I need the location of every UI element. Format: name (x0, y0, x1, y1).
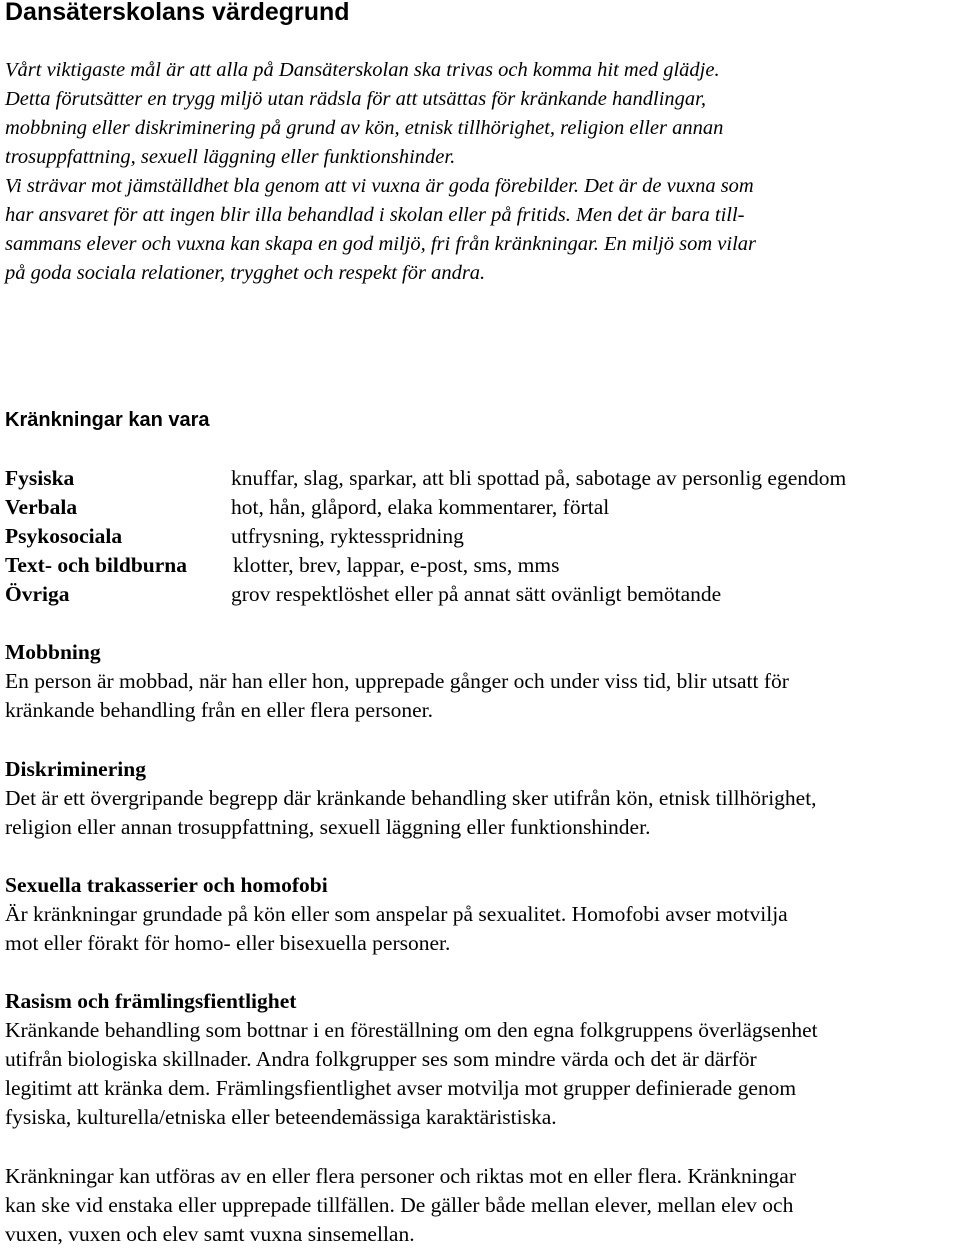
section-heading: Sexuella trakasserier och homofobi (5, 873, 328, 897)
section-rasism (5, 987, 960, 1132)
type-description: hot, hån, glåpord, elaka kommentarer, förtal (231, 495, 610, 519)
page-title: Dansäterskolans värdegrund (5, 0, 350, 26)
type-row (5, 522, 960, 551)
section-line: Är kränkningar grundade på kön eller som anspelar på sexualitet. Homofobi avser motvilja (5, 902, 788, 926)
intro-line: Vårt viktigaste mål är att alla på Dansäterskolan ska trivas och komma hit med glädje. (5, 59, 720, 81)
type-row (5, 493, 960, 522)
section-heading: Diskriminering (5, 757, 146, 781)
intro-line: Detta förutsätter en trygg miljö utan rädsla för att utsättas för kränkande handlingar, (5, 88, 706, 110)
section-diskriminering (5, 755, 960, 842)
type-row (5, 464, 960, 493)
type-name: Text- och bildburna (5, 553, 188, 577)
types-heading: Kränkningar kan vara (5, 409, 210, 431)
type-name: Övriga (5, 582, 70, 606)
section-line: utifrån biologiska skillnader. Andra folkgrupper ses som mindre värda och det är därför (5, 1047, 757, 1071)
type-row (5, 551, 960, 580)
intro-line: har ansvaret för att ingen blir illa behandlad i skolan eller på fritids. Men det är bara till- (5, 204, 745, 226)
section-heading: Mobbning (5, 640, 101, 664)
type-name: Verbala (5, 495, 78, 519)
section-line: kränkande behandling från en eller flera personer. (5, 698, 434, 722)
intro-line: mobbning eller diskriminering på grund av kön, etnisk tillhörighet, religion eller annan (5, 117, 724, 139)
type-description: grov respektlöshet eller på annat sätt ovänligt bemötande (231, 582, 722, 606)
closing-line: Kränkningar kan utföras av en eller flera personer och riktas mot en eller flera. Kränkningar (5, 1164, 796, 1188)
intro-line: sammans elever och vuxna kan skapa en god miljö, fri från kränkningar. En miljö som vilar (5, 233, 757, 255)
type-description: utfrysning, ryktesspridning (231, 524, 464, 548)
type-description: knuffar, slag, sparkar, att bli spottad på, sabotage av personlig egendom (231, 466, 847, 490)
section-sexuella-trakasserier (5, 871, 960, 958)
closing-line: vuxen, vuxen och elev samt vuxna sinsemellan. (5, 1222, 415, 1246)
intro-line: trosuppfattning, sexuell läggning eller funktionshinder. (5, 146, 456, 168)
intro-line: på goda sociala relationer, trygghet och respekt för andra. (5, 262, 486, 284)
type-row (5, 580, 960, 609)
type-name: Fysiska (5, 466, 75, 490)
type-description: klotter, brev, lappar, e-post, sms, mms (233, 553, 560, 577)
section-line: mot eller förakt för homo- eller bisexuella personer. (5, 931, 451, 955)
type-name: Psykosociala (5, 524, 123, 548)
section-line: legitimt att kränka dem. Främlingsfientlighet avser motvilja mot grupper definierade genom (5, 1076, 797, 1100)
section-heading: Rasism och främlingsfientlighet (5, 989, 297, 1013)
section-line: fysiska, kulturella/etniska eller beteendemässiga karaktäristiska. (5, 1105, 557, 1129)
section-line: Kränkande behandling som bottnar i en föreställning om den egna folkgruppens överlägsenhet (5, 1018, 818, 1042)
closing-line: kan ske vid enstaka eller upprepade tillfällen. De gäller både mellan elever, mellan elev och (5, 1193, 794, 1217)
intro-line: Vi strävar mot jämställdhet bla genom att vi vuxna är goda förebilder. Det är de vuxna som (5, 175, 754, 197)
section-line: En person är mobbad, när han eller hon, upprepade gånger och under viss tid, blir utsatt för (5, 669, 789, 693)
section-mobbning (5, 638, 960, 725)
closing-paragraph (5, 1162, 960, 1249)
section-line: Det är ett övergripande begrepp där kränkande behandling sker utifrån kön, etnisk tillhörighet, (5, 786, 817, 810)
types-list (5, 464, 960, 609)
intro-paragraph (5, 56, 960, 288)
section-line: religion eller annan trosuppfattning, sexuell läggning eller funktionshinder. (5, 815, 651, 839)
